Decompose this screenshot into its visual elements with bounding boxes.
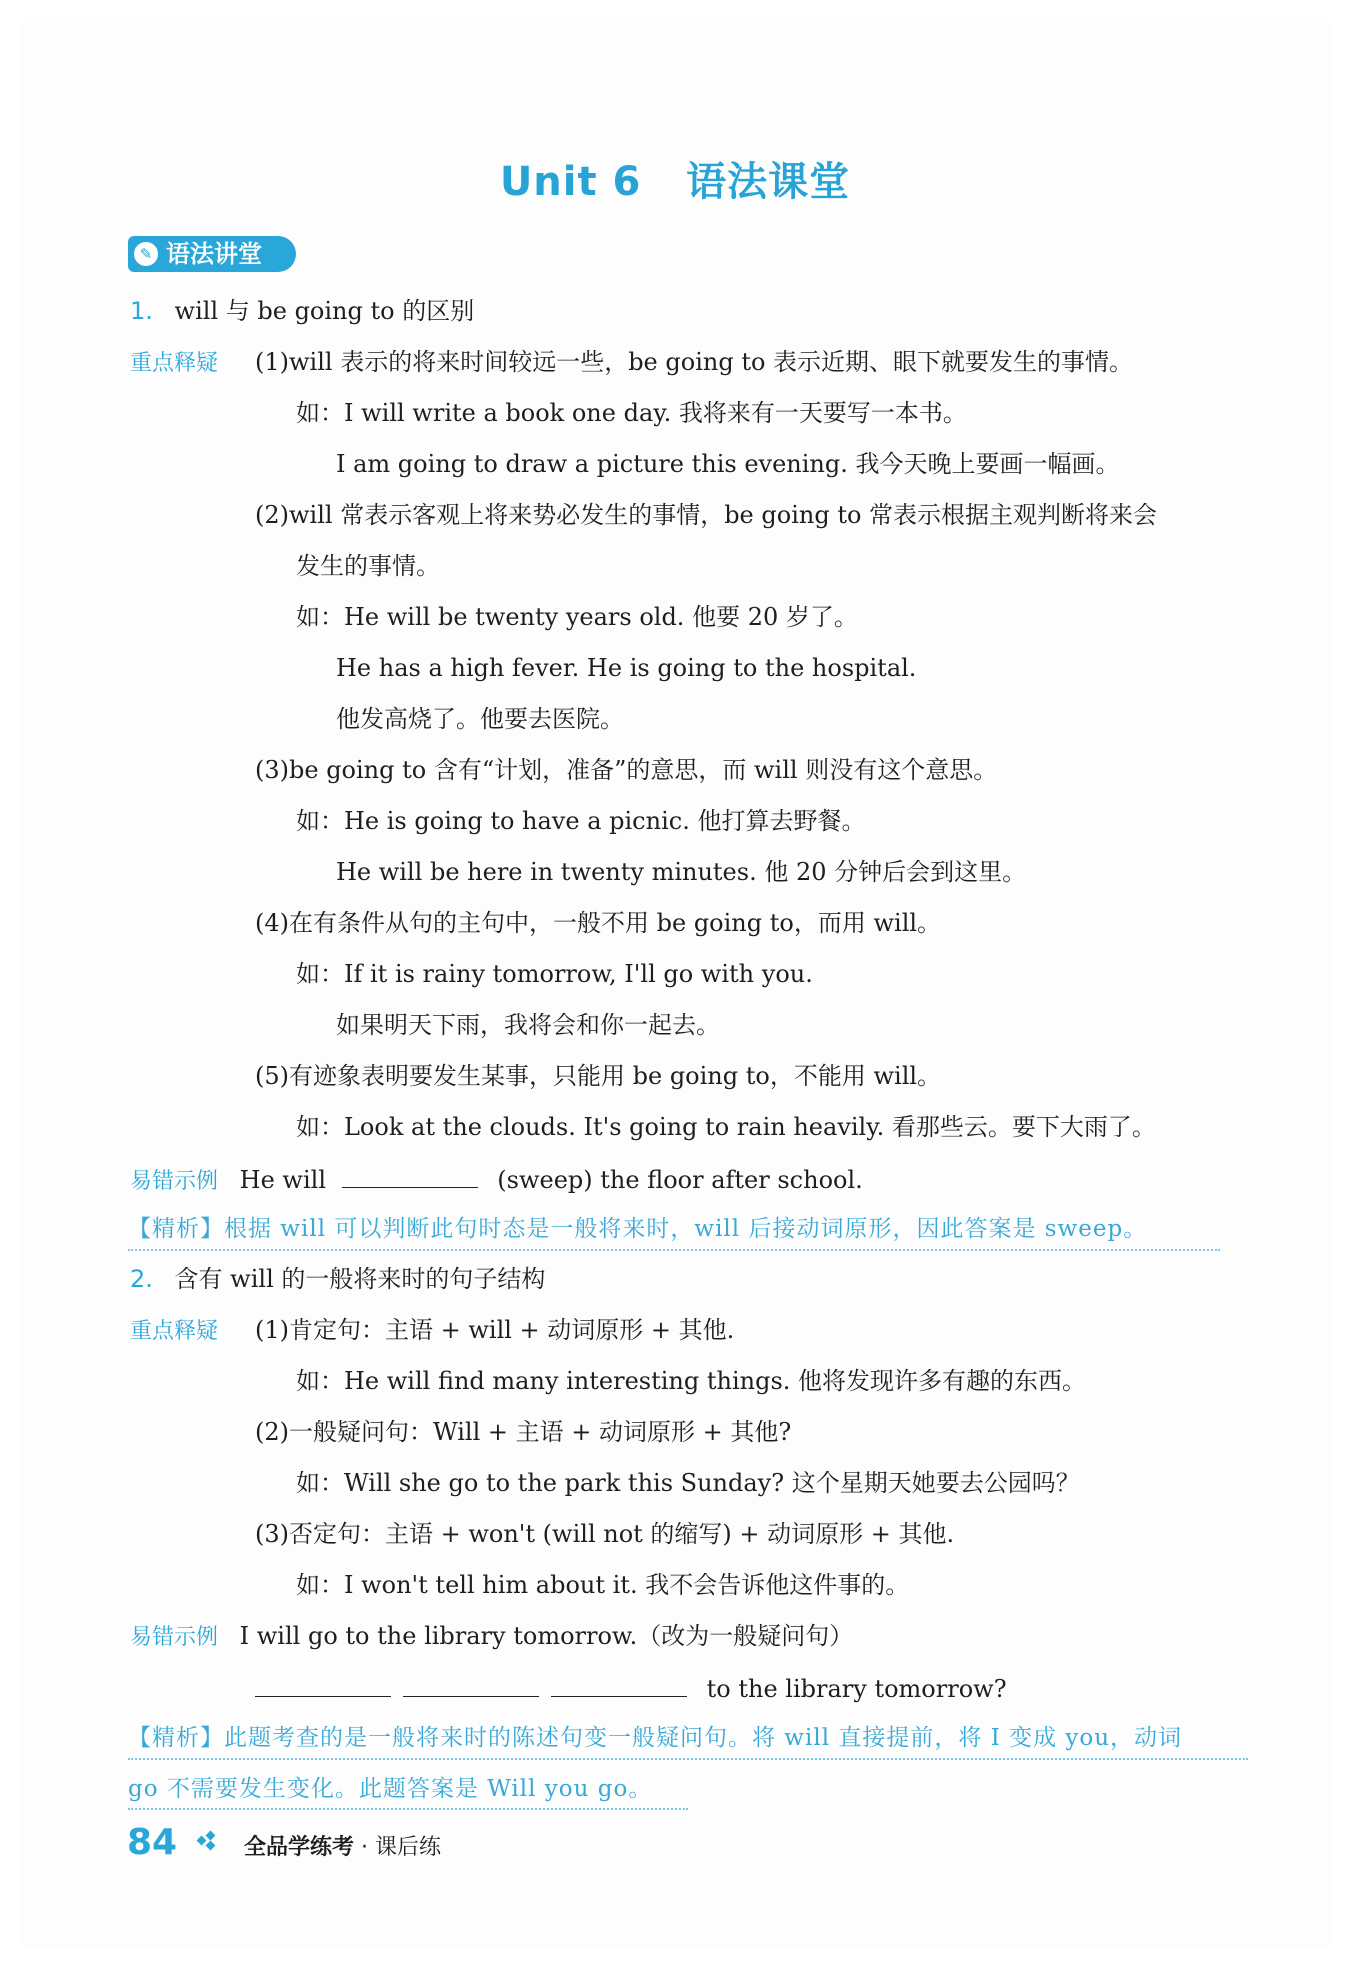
page-title: Unit 6 语法课堂: [499, 159, 851, 205]
p1-line-6: 如：He will be twenty years old. 他要 20 岁了。: [296, 603, 858, 631]
dotted-divider: [128, 1758, 1248, 1760]
p1-line-4: (2)will 常表示客观上将来势必发生的事情，be going to 常表示根据主观判断将来会: [255, 501, 1158, 529]
p1-line-1: (1)will 表示的将来时间较远一些，be going to 表示近期、眼下就要发生的事情。: [255, 348, 1134, 376]
part1-number: 1.: [130, 297, 153, 325]
p1-line-16: 如：Look at the clouds. It's going to rain heavily. 看那些云。要下大雨了。: [296, 1113, 1156, 1141]
p1-line-9: (3)be going to 含有“计划，准备”的意思，而 will 则没有这个意思。: [255, 756, 998, 784]
p1-line-13: 如：If it is rainy tomorrow, I'll go with you.: [296, 960, 813, 988]
p1-line-10: 如：He is going to have a picnic. 他打算去野餐。: [296, 807, 866, 835]
p2-line-3: (2)一般疑问句：Will + 主语 + 动词原形 + 其他?: [255, 1418, 792, 1446]
dotted-divider: [128, 1249, 1220, 1251]
footer-sub: 课后练: [375, 1835, 442, 1860]
part2-heading: [130, 1262, 545, 1296]
section-tag-label: 语法讲堂: [166, 240, 262, 268]
key-points-label: 重点释疑: [130, 1319, 219, 1344]
part1-analysis: 【精析】根据 will 可以判断此句时态是一般将来时，will 后接动词原形，因此答案是 sweep。: [128, 1216, 1148, 1242]
p1-line-8: 他发高烧了。他要去医院。: [336, 705, 624, 733]
part1-label: [130, 345, 218, 381]
part2-number: 2.: [130, 1265, 153, 1293]
part2-analysis-line2: go 不需要发生变化。此题答案是 Will you go。: [128, 1776, 653, 1802]
p2-line-5: (3)否定句：主语 + won't (will not 的缩写) + 动词原形 + 其他.: [255, 1520, 955, 1548]
p2-line-1: (1)肯定句：主语 + will + 动词原形 + 其他.: [255, 1316, 735, 1344]
p1-line-2: 如：I will write a book one day. 我将来有一天要写一本书。: [296, 399, 967, 427]
part1-error-example: [130, 1161, 863, 1199]
part2-analysis-line1: 【精析】此题考查的是一般将来时的陈述句变一般疑问句。将 will 直接提前，将 I 变成 you，动词: [128, 1725, 1183, 1751]
p1-line-3: I am going to draw a picture this evening. 我今天晚上要画一幅画。: [336, 450, 1120, 478]
brand-name: 全品学练考: [244, 1835, 355, 1860]
part2-label: [130, 1313, 218, 1349]
footer-separator: ·: [361, 1835, 369, 1860]
diamond-icon: [196, 1828, 220, 1852]
key-points-label: 重点释疑: [130, 351, 219, 376]
answer-blanks-row: [255, 1670, 1007, 1706]
book-icon: ✎: [134, 242, 158, 266]
p1-line-14: 如果明天下雨，我将会和你一起去。: [336, 1011, 720, 1039]
page-number: 84: [127, 1822, 178, 1863]
answer-blank[interactable]: [551, 1670, 687, 1697]
p2-line-2: 如：He will find many interesting things. 他将发现许多有趣的东西。: [296, 1367, 1087, 1395]
part2-heading-text: 含有 will 的一般将来时的句子结构: [174, 1265, 546, 1293]
answer-blank[interactable]: [403, 1670, 539, 1697]
p1-line-15: (5)有迹象表明要发生某事，只能用 be going to，不能用 will。: [255, 1062, 942, 1090]
error-sentence-tail: to the library tomorrow?: [706, 1675, 1007, 1703]
p1-line-5: 发生的事情。: [296, 552, 440, 580]
error-sentence: I will go to the library tomorrow.（改为一般疑问句）: [239, 1622, 854, 1650]
p2-line-6: 如：I won't tell him about it. 我不会告诉他这件事的。: [296, 1571, 910, 1599]
error-example-label: 易错示例: [130, 1169, 219, 1194]
part2-error-example: [130, 1619, 853, 1655]
part1-heading-text: will 与 be going to 的区别: [174, 297, 475, 325]
footer-brand: [244, 1830, 441, 1861]
error-sentence-end: (sweep) the floor after school.: [497, 1166, 863, 1194]
p1-line-12: (4)在有条件从句的主句中，一般不用 be going to，而用 will。: [255, 909, 942, 937]
part1-heading: [130, 294, 474, 328]
section-tag: [128, 236, 296, 272]
p2-line-4: 如：Will she go to the park this Sunday? 这个星期天她要去公园吗？: [296, 1469, 1080, 1497]
error-example-label: 易错示例: [130, 1625, 219, 1650]
error-sentence-start: He will: [239, 1166, 326, 1194]
p1-line-7: He has a high fever. He is going to the hospital.: [336, 654, 917, 682]
answer-blank[interactable]: [342, 1161, 478, 1188]
p1-line-11: He will be here in twenty minutes. 他 20 分钟后会到这里。: [336, 858, 1027, 886]
dotted-divider: [128, 1808, 688, 1810]
answer-blank[interactable]: [255, 1670, 391, 1697]
